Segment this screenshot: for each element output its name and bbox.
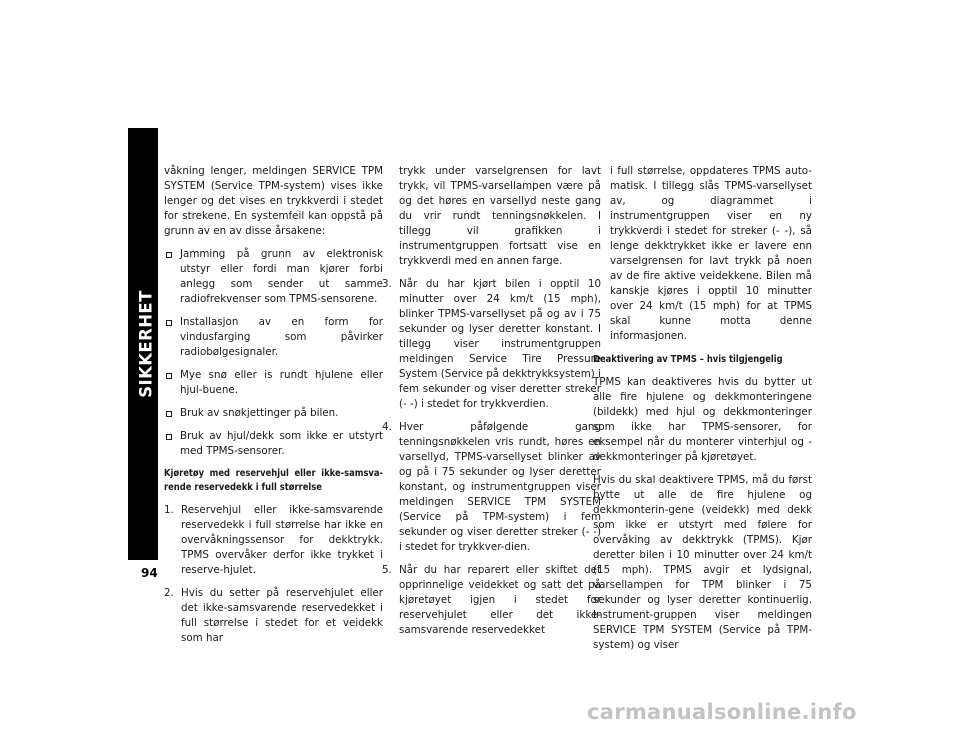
column-3 xyxy=(593,164,812,661)
numbered-step: 5. Når du har reparert eller skiftet det opprinnelige veidekket og satt det på kjøretøyet igjen i stedet for reservehjulet eller det ikke-samsvarende reservedekket xyxy=(382,564,601,636)
section-title: SIKKERHET xyxy=(136,290,156,398)
square-bullet-icon xyxy=(166,320,172,326)
list-item: Bruk av hjul/dekk som ikke er utstyrt med TPMS-sensorer. xyxy=(164,429,383,459)
section-heading: Kjøretøy med reservehjul eller ikke-samsva-rende reservedekk i full størrelse xyxy=(164,468,383,493)
paragraph: Hvis du skal deaktivere TPMS, må du først bytte ut alle de fire hjulene og dekkmonterin-gene (veidekk) med dekk som ikke er utstyrt med følere for overvåking av dekktrykk (TPMS). Kjør deretter bilen i 10 minutter over 24 km/t (15 mph). TPMS avgir et lydsignal, varsellampen for TPM blinker i 75 sekunder og lyser deretter kontinuerlig. Instrument-gruppen viser meldingen SERVICE TPM SYSTEM (Service på TPM-system) og viser xyxy=(593,474,812,651)
list-item: Mye snø eller is rundt hjulene eller hjul-buene. xyxy=(164,368,383,398)
column-1 xyxy=(164,164,383,654)
column-2 xyxy=(382,164,601,646)
square-bullet-icon xyxy=(166,252,172,258)
page-number: 94 xyxy=(141,566,158,580)
numbered-step: 1. Reservehjul eller ikke-samsvarende reservedekk i full størrelse har ikke en overvåkningssensor for dekktrykk. TPMS overvåker derfor ikke trykket i reserve-hjulet. xyxy=(164,504,383,576)
continued-paragraph: trykk under varselgrensen for lavt trykk, vil TPMS-varsellampen være på og det høres en varsellyd neste gang du vrir rundt tenningsnøkkelen. I tillegg vil grafikken i instrumentgruppen fortsatt vise en trykkverdi med en annen farge. xyxy=(399,165,601,267)
watermark: carmanualsonline.info xyxy=(587,700,857,724)
continued-paragraph: i full størrelse, oppdateres TPMS auto-matisk. I tillegg slås TPMS-varsellyset av, og diagrammet i instrumentgruppen viser en ny trykkverdi i stedet for streker (- -), så lenge dekktrykket ikke er lavere enn varselgrensen for lavt trykk på noen av de fire aktive veidekkene. Bilen må kanskje kjøres i opptil 10 minutter over 24 km/t (15 mph) for at TPMS skal kunne motta denne informasjonen. xyxy=(610,165,812,342)
square-bullet-icon xyxy=(166,373,172,379)
list-item: Installasjon av en form for vindusfarging som påvirker radiobølgesignaler. xyxy=(164,315,383,360)
paragraph: TPMS kan deaktiveres hvis du bytter ut alle fire hjulene og dekkmonteringene (bildekk) med hjul og dekkmonteringer som ikke har TPMS-sensorer, for eksempel når du monterer vinterhjul og -dekkmonteringer på kjøretøyet. xyxy=(593,376,812,463)
section-heading: Deaktivering av TPMS – hvis tilgjengelig xyxy=(593,354,783,365)
list-item: Bruk av snøkjettinger på bilen. xyxy=(164,406,383,421)
numbered-step: 2. Hvis du setter på reservehjulet eller det ikke-samsvarende reservedekket i full størrelse i stedet for et veidekk som har xyxy=(164,587,383,644)
list-item: Jamming på grunn av elektronisk utstyr eller fordi man kjører forbi anlegg som sender ut samme radiofrekvenser som TPMS-sensorene. xyxy=(164,247,383,307)
intro-paragraph: våkning lenger, meldingen SERVICE TPM SYSTEM (Service TPM-system) vises ikke lenger og det vises en trykkverdi i stedet for strekene. En systemfeil kan oppstå på grunn av en av disse årsakene: xyxy=(164,165,383,237)
square-bullet-icon xyxy=(166,434,172,440)
numbered-step: 3. Når du har kjørt bilen i opptil 10 minutter over 24 km/t (15 mph), blinker TPMS-varsellyset på og av i 75 sekunder og lyser deretter konstant. I tillegg viser instrumentgruppen meldingen Service Tire Pressure System (Service på dekktrykksystem) i fem sekunder og viser deretter streker (- -) i stedet for trykkverdien. xyxy=(382,278,601,410)
square-bullet-icon xyxy=(166,411,172,417)
section-tab xyxy=(128,128,158,560)
numbered-step: 4. Hver påfølgende gang tenningsnøkkelen vris rundt, høres en varsellyd, TPMS-varsellyset blinker av og på i 75 sekunder og lyser deretter konstant, og instrumentgruppen viser meldingen SERVICE TPM SYSTEM (Service på TPM-system) i fem sekunder og viser deretter streker (- -) i stedet for trykkver-dien. xyxy=(382,421,601,553)
